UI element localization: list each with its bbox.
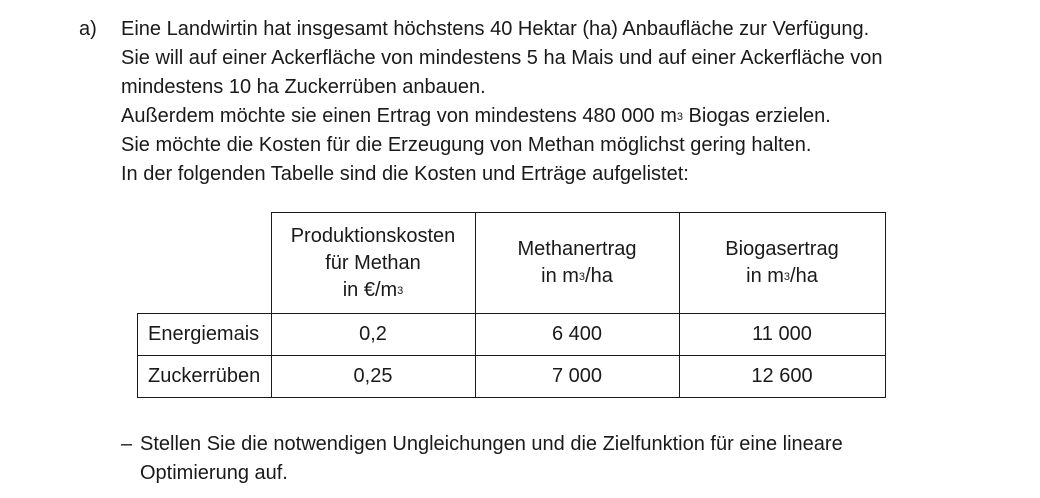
table-cell: 12 600 <box>679 356 885 398</box>
biogas-line <box>121 102 1021 131</box>
problem-statement <box>121 15 1021 189</box>
row-label: Zuckerrüben <box>138 356 272 398</box>
header-line: Methanertrag <box>517 238 637 260</box>
header-line: Produktionskosten <box>290 224 456 247</box>
superscript: 3 <box>578 271 586 283</box>
header-unit <box>272 277 475 304</box>
header-production-costs <box>271 213 475 314</box>
cost-line: Sie möchte die Kosten für die Erzeugung von Methan möglichst gering halten. <box>121 134 812 156</box>
biogas-text-end: Biogas erzielen. <box>682 105 831 127</box>
header-line: Biogasertrag <box>725 238 839 260</box>
superscript: 3 <box>676 111 683 123</box>
unit-text-end: /ha <box>585 265 613 287</box>
superscript: 3 <box>397 284 404 297</box>
table-header-row <box>138 213 886 314</box>
row-label: Energiemais <box>138 314 272 356</box>
unit-text: in m <box>541 265 579 287</box>
table-cell: 11 000 <box>679 314 885 356</box>
table-row <box>138 314 886 356</box>
table-row <box>138 356 886 398</box>
header-unit <box>476 263 679 290</box>
unit-text: in €/m <box>342 278 398 301</box>
header-line: für Methan <box>325 251 421 274</box>
cost-yield-table <box>137 212 886 398</box>
table-cell: 0,25 <box>271 356 475 398</box>
superscript: 3 <box>783 271 791 283</box>
bullet-dash: – <box>121 433 133 455</box>
intro-line: mindestens 10 ha Zuckerrüben anbauen. <box>121 76 486 98</box>
unit-text: in m <box>746 265 784 287</box>
header-unit <box>680 263 885 290</box>
header-methane-yield <box>475 213 679 314</box>
instruction <box>121 430 1001 488</box>
table-intro: In der folgenden Tabelle sind die Kosten und Erträge aufgelistet: <box>121 163 689 185</box>
instruction-line: Optimierung auf. <box>140 462 288 484</box>
header-biogas-yield <box>679 213 885 314</box>
unit-text-end: /ha <box>790 265 818 287</box>
table-cell: 7 000 <box>475 356 679 398</box>
table-cell: 6 400 <box>475 314 679 356</box>
task-label: a) <box>79 18 97 40</box>
intro-line: Sie will auf einer Ackerfläche von mindestens 5 ha Mais und auf einer Ackerfläche von <box>121 47 883 69</box>
biogas-text: Außerdem möchte sie einen Ertrag von mindestens 480 000 m <box>121 105 677 127</box>
instruction-line: Stellen Sie die notwendigen Ungleichungen und die Zielfunktion für eine lineare <box>140 433 843 455</box>
table-cell: 0,2 <box>271 314 475 356</box>
intro-line: Eine Landwirtin hat insgesamt höchstens 40 Hektar (ha) Anbaufläche zur Verfügung. <box>121 18 870 40</box>
table-corner-cell <box>138 213 272 314</box>
